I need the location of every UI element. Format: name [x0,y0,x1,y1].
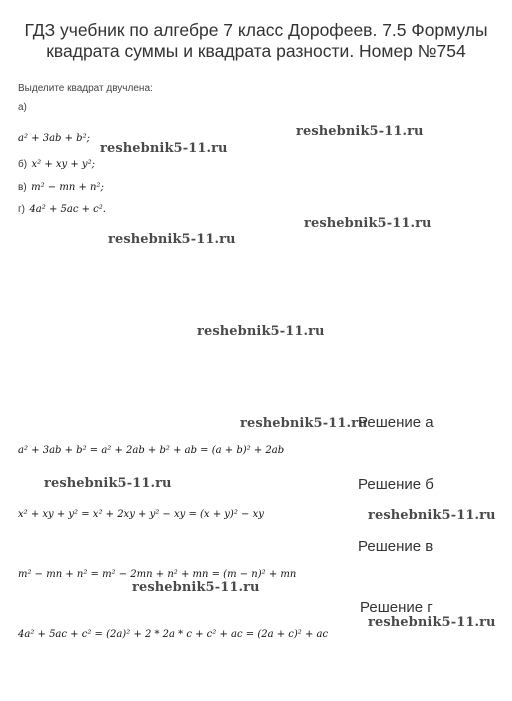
part-g-label: г) [18,204,25,215]
watermark: reshebnik5-11.ru [304,216,432,231]
page-title-line-2: квадрата суммы и квадрата разности. Номер №754 [46,41,466,61]
page-title-line-1: ГДЗ учебник по алгебре 7 класс Дорофеев. 7.5 Формулы [24,20,488,40]
solution-g-formula: 4a² + 5ac + c² = (2a)² + 2 * 2a * c + c² + ac = (2a + c)² + ac [18,629,329,640]
watermark: reshebnik5-11.ru [108,232,236,247]
solution-a-heading: Решение а [358,414,434,431]
task-expression-g: 4a² + 5ac + c². [29,204,106,215]
watermark: reshebnik5-11.ru [368,615,496,630]
solution-g-heading: Решение г [360,599,433,616]
page-title [0,20,512,62]
watermark: reshebnik5-11.ru [44,476,172,491]
watermark: reshebnik5-11.ru [100,141,228,156]
watermark: reshebnik5-11.ru [240,416,368,431]
watermark: reshebnik5-11.ru [296,124,424,139]
task-item-g [18,199,106,217]
task-item-v [18,177,104,195]
solution-a-formula: a² + 3ab + b² = a² + 2ab + b² + ab = (a + b)² + 2ab [18,445,285,456]
part-v-label: в) [18,182,27,193]
solution-v-formula: m² − mn + n² = m² − 2mn + n² + mn = (m − n)² + mn [18,569,297,580]
solution-v-heading: Решение в [358,538,434,555]
part-b-label: б) [18,159,28,170]
task-expression-v: m² − mn + n²; [31,182,104,193]
watermark: reshebnik5-11.ru [197,324,325,339]
part-a-label: а) [18,102,27,113]
task-item-b [18,154,95,172]
watermark: reshebnik5-11.ru [132,580,260,595]
task-instruction: Выделите квадрат двучлена: [18,83,153,94]
task-expression-a: a² + 3ab + b²; [18,133,90,144]
solution-b-heading: Решение б [358,476,434,493]
task-expression-b: x² + xy + y²; [31,159,95,170]
watermark: reshebnik5-11.ru [368,508,496,523]
solution-b-formula: x² + xy + y² = x² + 2xy + y² − xy = (x + y)² − xy [18,509,264,520]
